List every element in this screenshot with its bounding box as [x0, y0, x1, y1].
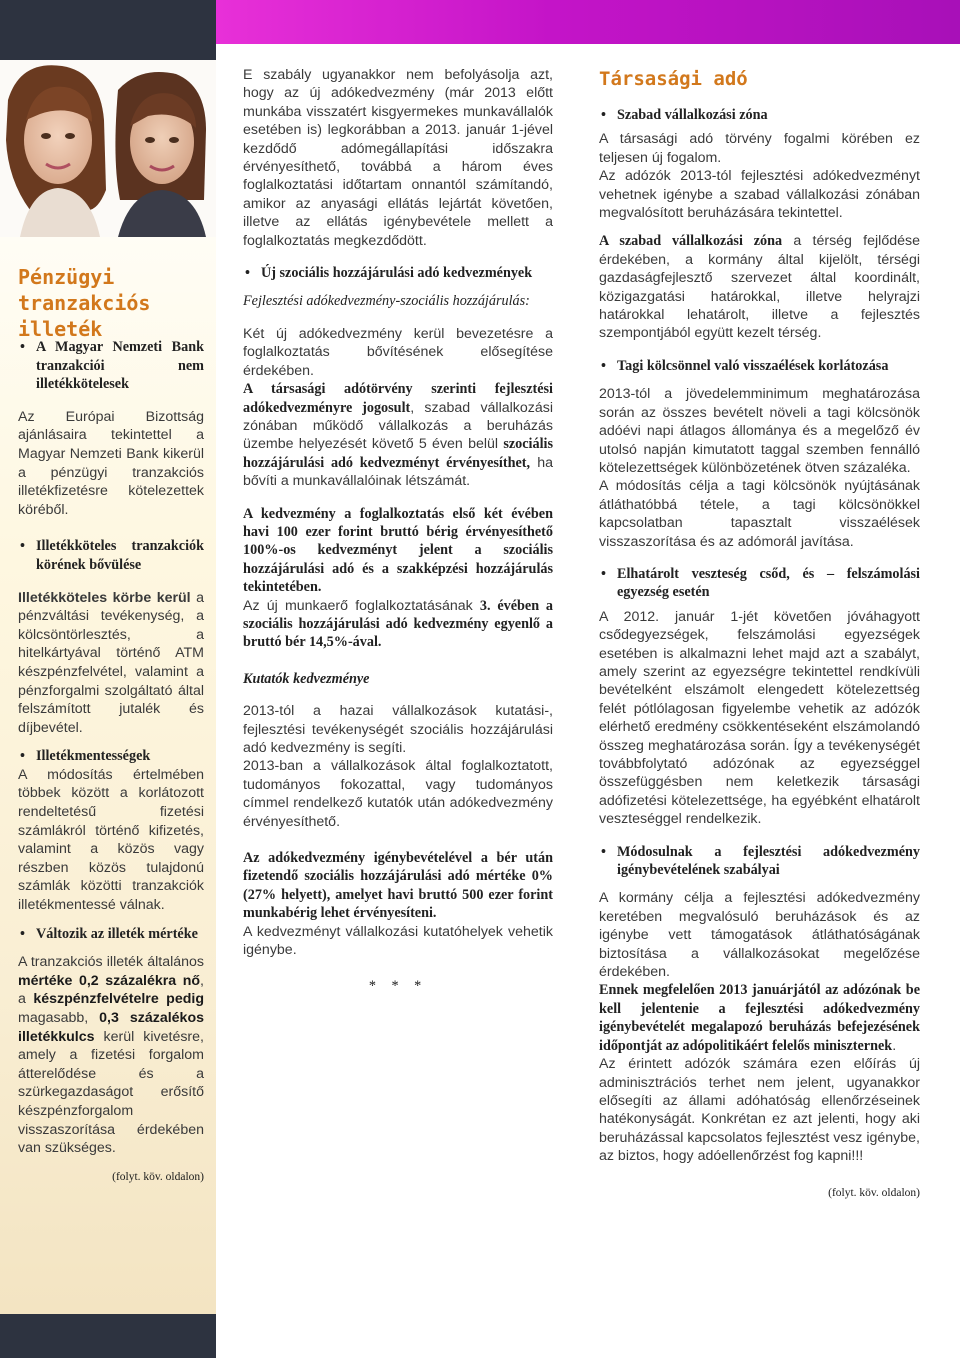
inline-text: Az új munkaerő foglalkoztatásának: [243, 597, 480, 614]
sidebar-paragraph: A módosítás értelmében többek között a korlátozott rendeltetésű fizetési számlákról történő kifizetés, valamint a közös vagy részben közös tulajdonú számlák közötti tranzakciók illetékmentessé válnak.: [18, 766, 204, 914]
middle-paragraph: A kedvezmény a foglalkoztatás első két évében havi 100 ezer forint bruttó bérig érvényesíthető 100%-os kedvezményt jelent a szociális hozzájárulási adó és a szakképzési hozzájárulás tekintetében.: [243, 505, 553, 596]
right-column: [599, 66, 920, 1202]
inline-text: kerül kivetésre, amely a fizetési forgalom átterelődése és a szürkegazdaságot erősítő készpénzforgalom visszaszorítása érdekében van szükséges.: [18, 1028, 204, 1157]
continued-note: (folyt. köv. oldalon): [112, 1170, 204, 1183]
inline-bold: 3. évében a szociális hozzájárulási adó kedvezmény egyenlő a bruttó bér 14,5%-ával.: [243, 597, 553, 651]
middle-paragraph: A kedvezményt vállalkozási kutatóhelyek vehetik igénybe.: [243, 923, 553, 959]
sidebar-paragraph: [18, 953, 204, 1158]
inline-bold: mértéke 0,2 százalékra nő: [18, 972, 201, 989]
middle-bullet-social-contribution: • Új szociális hozzájárulási adó kedvezmények: [243, 264, 553, 282]
middle-paragraph: 2013-tól a hazai vállalkozások kutatási-, fejlesztési tevékenységét szociális hozzájárulási adó kedvezmény is segíti.: [243, 703, 553, 756]
inline-bold: készpénzfelvételre pedig: [33, 991, 204, 1008]
right-paragraph: Az érintett adózók számára ezen előírás új adminisztrációs terhet nem jelent, ugyanakkor elősegíti az állami adóhatóság ellenőrzéseinek hatékonyságát. Konkrétan ez azt jelenti, hogy aki beruházással kapcsolatos fejlesztést vesz igénybe, az biztos, hogy adóellenőrzést fog kapni!!!: [599, 1056, 920, 1165]
inline-bold: szociális hozzájárulási adó kedvezményt érvényesíthet,: [243, 436, 553, 471]
header-strip-dark: [0, 0, 216, 44]
inline-text: a térség fejlődése érdekében, a kormány által kijelölt, térségi gazdaságfejlesztő szervezet által koordinált, közigazgatási határokkal, illetve helyrajzi határokkal lehatárolt, illetve a fejlesztés szempontjából együtt kezelt térség.: [599, 233, 920, 342]
sidebar-body: [18, 338, 204, 1186]
middle-paragraph: E szabály ugyanakkor nem befolyásolja azt, hogy az új adókedvezmény (már 2013 előtt munkába visszatért kisgyermekes munkavállalók esetében is) legkorábban a 2013. január 1-jével kezdődő adómegállapítási időszakra érvényesíthető, továbbá a három éves foglalkoztatási időtartam onnantól számítandó, amikor az anyasági ellátás lejártát követően, illetve az ellátás igénybevétele mellett a foglalkoztatás megkezdődött.: [243, 67, 553, 249]
photo-two-women: [0, 60, 216, 237]
inline-text: A tranzakciós illeték általános: [18, 954, 204, 971]
middle-paragraph: [243, 380, 553, 490]
sidebar-paragraph: Az Európai Bizottság ajánlásaira tekintettel a Magyar Nemzeti Bank kikerül a pénzügyi tranzakciós illetékfizetésre kötelezettek köréből.: [18, 408, 204, 518]
right-paragraph: 2013-tól a jövedelemminimum meghatározása során az összes bevételt növeli a tagi kölcsönök adóévi napi átlagos állománya és a megelőző év utolsó napján kimutatott taggal szemben fennálló kötelezettségek különbözetének ötven százaléka.: [599, 386, 920, 476]
inline-text: ha bővíti a munkavállalóinak létszámát.: [243, 454, 553, 490]
right-paragraph: [599, 981, 920, 1055]
right-paragraph: A módosítás célja a tagi kölcsönök nyújtásának átláthatóbbá tétele, a tagi kölcsönökkel kapcsolatban tapasztalt visszaélések visszaszorítása és az adómorál javítása.: [599, 478, 920, 550]
inline-bold: A társasági adótörvény szerinti fejlesztési adókedvezményre jogosult: [243, 381, 553, 416]
inline-text: .: [892, 1037, 897, 1054]
right-paragraph: Az adózók 2013-tól fejlesztési adókedvezményt vehetnek igénybe a szabad vállalkozási zónában megvalósított beruházására tekintettel.: [599, 168, 920, 222]
middle-paragraph: [243, 597, 553, 652]
inline-text: a pénzváltási tevékenység, a kölcsöntörlesztés, a hitelkártyával történő ATM készpénzfelvétel, valamint a pénzforgalmi szolgáltató által felszámított jutalék és díjbevétel.: [18, 589, 204, 736]
sidebar-bullet-scope: • Illetékköteles tranzakciók körének bővülése: [18, 537, 204, 574]
middle-paragraph: Az adókedvezmény igénybevételével a bér után fizetendő szociális hozzájárulási adó mértéke 0% (27% helyett), amelyet havi bruttó 500 ezer forint munkabérig lehet érvényesíteni.: [243, 850, 553, 922]
inline-bold: A szabad vállalkozási zóna: [599, 233, 783, 250]
header-strip-gradient: [216, 0, 960, 44]
sidebar-bullet-rate: • Változik az illeték mértéke: [18, 925, 204, 944]
sidebar-title: Pénzügyi tranzakciós illeték: [18, 265, 151, 341]
sidebar-bullet-mnb: • A Magyar Nemzeti Bank tranzakciói nem illetékkötelesek: [18, 338, 204, 394]
inline-text: , a: [18, 972, 204, 1008]
right-paragraph: A kormány célja a fejlesztési adókedvezmény keretében megvalósuló beruházások és az igénybe vett támogatások átláthatóságának biztosítása a vállalkozásokat megelőzése érdekében.: [599, 890, 920, 981]
sidebar-bullet-exemptions: • Illetékmentességek: [18, 747, 204, 766]
middle-paragraph: 2013-ban a vállalkozások által foglalkoztatott, tudományos fokozattal, vagy tudományos címmel rendelkező kutatók után adókedvezmény érvényesíthető.: [243, 758, 553, 830]
inline-bold: Ennek megfelelően 2013 januárjától az adózónak be kell jelentenie a fejlesztési adókedvezmény igénybevételét megalapozó beruházás befejezésének időpontját az adópolitikáért felelős miniszternek: [599, 982, 920, 1054]
inline-bold: 0,3 százalékos illetékkulcs: [18, 1010, 204, 1045]
middle-paragraph: Két új adókedvezmény kerül bevezetésre a foglalkoztatás bővítésének elősegítése érdekében.: [243, 325, 553, 379]
inline-text: , szabad vállalkozási zónában működő vállalkozás a beruházás üzembe helyezését követő 5 éven belül: [243, 399, 553, 453]
middle-column: [243, 66, 553, 996]
section-divider-stars: * * *: [368, 978, 428, 995]
right-bullet-deferred-loss: • Elhatárolt veszteség csőd, és – felszámolási egyezség esetén: [599, 565, 920, 602]
inline-text: magasabb,: [18, 1010, 100, 1026]
middle-subheading: Fejlesztési adókedvezmény-szociális hozzájárulás:: [243, 293, 530, 310]
inline-bold: Illetékköteles körbe kerül: [18, 589, 191, 606]
right-paragraph: A 2012. január 1-jét követően jóváhagyott csődegyezségek, felszámolási egyezségek esetében is alkalmazni lehet majd azt a szabályt, amely szerint az egyezségre tekintettel rendkívüli bevételként elszámolt elengedett kötelezettség felét pótlólagosan figyelembe vehetik az adózók elérhető eredmény csökkentéseként elszámolandó összeg meghatározása során. Így a tevékenységét továbbfolytató adózónak az egyezséggel összefüggésben nem keletkezik társasági adófizetési kötelezettsége, ha egyébként elhatárolt veszteséggel rendelkezik.: [599, 608, 920, 828]
right-paragraph: A társasági adó törvény fogalmi körében ez teljesen új fogalom.: [599, 131, 920, 166]
right-bullet-free-zone: • Szabad vállalkozási zóna: [599, 106, 920, 124]
middle-subheading: Kutatók kedvezménye: [243, 670, 370, 687]
continued-note: (folyt. köv. oldalon): [828, 1186, 920, 1199]
section-title: Társasági adó: [599, 68, 748, 90]
right-bullet-development-rules: • Módosulnak a fejlesztési adókedvezmény igénybevételének szabályai: [599, 843, 920, 880]
right-paragraph: [599, 232, 920, 342]
sidebar-paragraph: [18, 589, 204, 738]
right-bullet-member-loans: • Tagi kölcsönnel való visszaélések korlátozása: [599, 357, 920, 375]
